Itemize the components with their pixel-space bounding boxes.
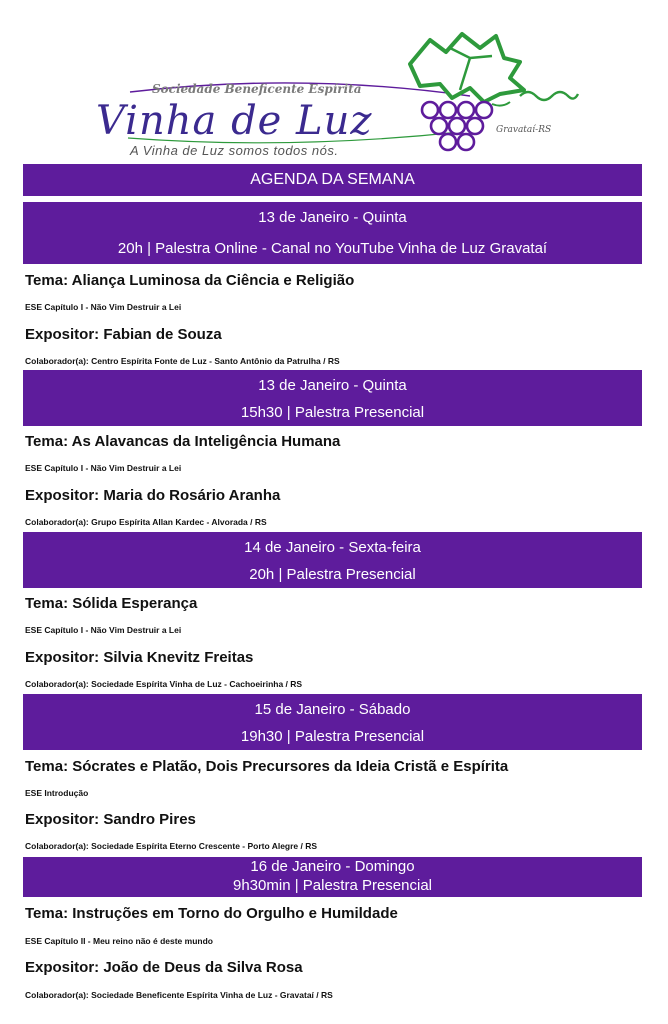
event-collaborator: Colaborador(a): Sociedade Espírita Eterno Crescente - Porto Alegre / RS [25,841,318,851]
event-ese-chapter: ESE Capítulo I - Não Vim Destruir a Lei [25,463,182,473]
org-slogan: A Vinha de Luz somos todos nós. [130,143,339,158]
org-name: Vinha de Luz [96,98,373,144]
event-collaborator: Colaborador(a): Grupo Espírita Allan Kardec - Alvorada / RS [25,517,267,527]
event-ese-chapter: ESE Capítulo I - Não Vim Destruir a Lei [25,625,182,635]
event-header-band [23,202,642,264]
event-collaborator: Colaborador(a): Centro Espírita Fonte de Luz - Santo Antônio da Patrulha / RS [25,356,340,366]
event-date: 16 de Janeiro - Domingo [250,858,415,875]
header [0,0,668,162]
event-date: 15 de Janeiro - Sábado [254,701,411,718]
event-speaker: Expositor: Maria do Rosário Aranha [25,487,281,504]
event-header-band [23,857,642,897]
org-top-line: Sociedade Beneficente Espírita [152,82,362,96]
event-ese-chapter: ESE Introdução [25,788,89,798]
event-theme: Tema: Instruções em Torno do Orgulho e Humildade [25,905,398,922]
event-ese-chapter: ESE Capítulo II - Meu reino não é deste mundo [25,936,213,946]
event-header-band [23,370,642,426]
event-speaker: Expositor: João de Deus da Silva Rosa [25,959,303,976]
event-theme: Tema: Aliança Luminosa da Ciência e Religião [25,272,355,289]
agenda-title: AGENDA DA SEMANA [250,171,415,188]
event-speaker: Expositor: Fabian de Souza [25,326,222,343]
event-session: 15h30 | Palestra Presencial [240,404,425,421]
event-date: 13 de Janeiro - Quinta [258,209,407,226]
event-session: 20h | Palestra Presencial [249,566,416,583]
event-collaborator: Colaborador(a): Sociedade Beneficente Espírita Vinha de Luz - Gravataí / RS [25,990,333,1000]
event-header-band [23,532,642,588]
event-theme: Tema: Sócrates e Platão, Dois Precursores da Ideia Cristã e Espírita [25,758,509,775]
event-speaker: Expositor: Silvia Knevitz Freitas [25,649,254,666]
event-theme: Tema: Sólida Esperança [25,595,198,612]
event-session: 19h30 | Palestra Presencial [240,728,425,745]
event-theme: Tema: As Alavancas da Inteligência Humana [25,433,341,450]
event-date: 14 de Janeiro - Sexta-feira [244,539,421,556]
event-speaker: Expositor: Sandro Pires [25,811,196,828]
event-session: 9h30min | Palestra Presencial [233,877,432,894]
event-collaborator: Colaborador(a): Sociedade Espírita Vinha de Luz - Cachoeirinha / RS [25,679,303,689]
event-date: 13 de Janeiro - Quinta [258,377,407,394]
org-city: Gravataí-RS [496,125,552,135]
event-header-band [23,694,642,750]
event-ese-chapter: ESE Capítulo I - Não Vim Destruir a Lei [25,302,182,312]
agenda-title-band [23,164,642,196]
event-session: 20h | Palestra Online - Canal no YouTube Vinha de Luz Gravataí [117,240,548,257]
